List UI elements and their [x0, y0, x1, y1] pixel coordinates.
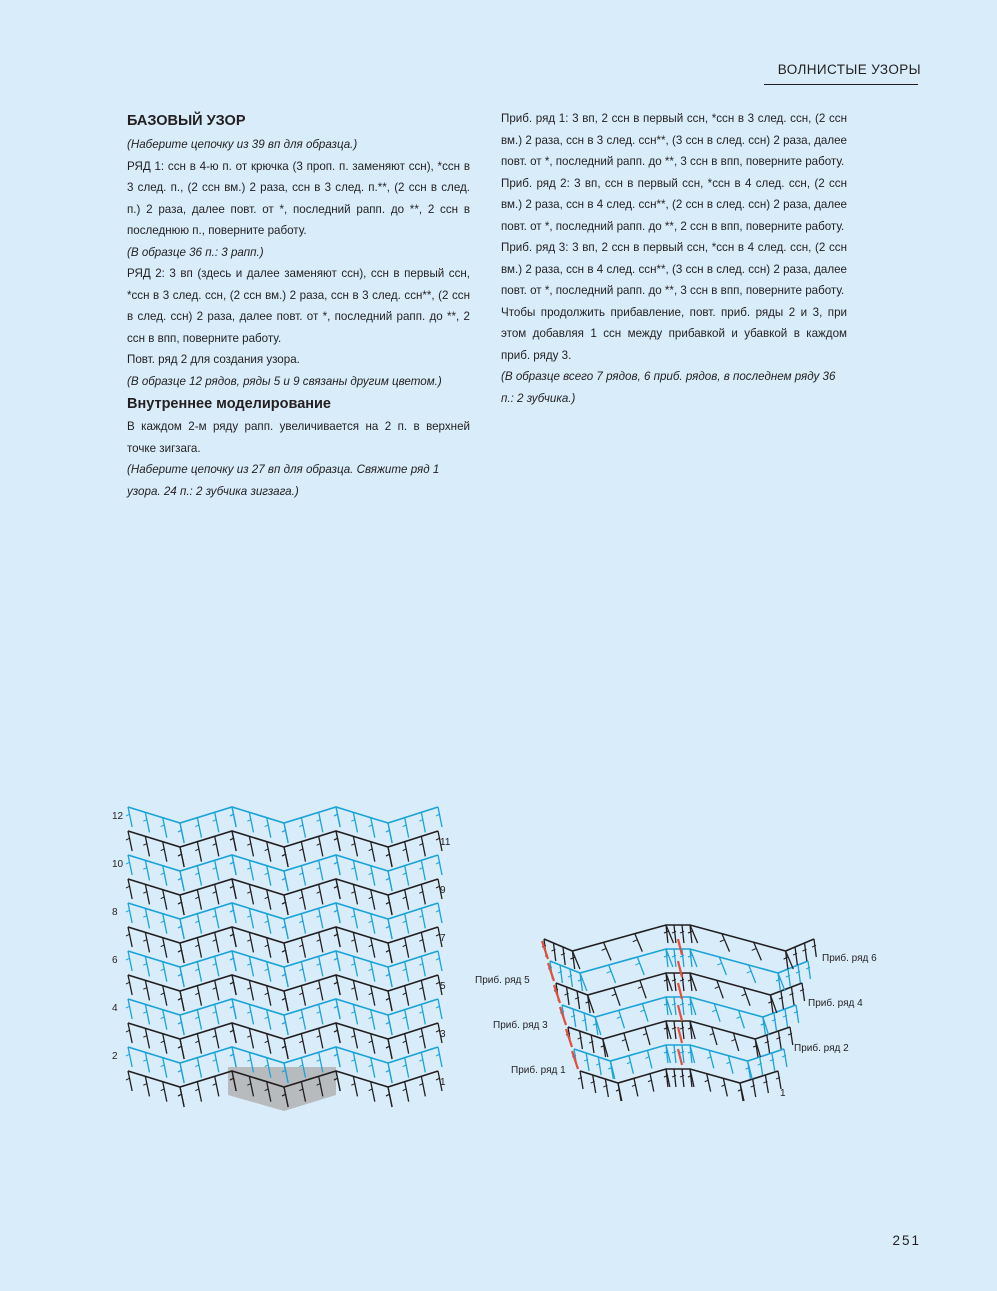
chart-row: [126, 951, 442, 987]
sample-note-1: (В образце 36 п.: 3 рапп.): [127, 245, 264, 259]
chart-row: [126, 927, 442, 963]
chart-row: [126, 855, 442, 891]
sample-note-2: (В образце 12 рядов, ряды 5 и 9 связаны другим цветом.): [127, 374, 442, 388]
row-number-right: 5: [440, 981, 446, 992]
chart-row: [126, 831, 442, 867]
increase-mark: [678, 939, 682, 955]
row-number-left: 2: [112, 1051, 118, 1062]
shaping-note: (Наберите цепочку из 27 вп для образца. Свяжите ряд 1 узора. 24 п.: 2 зубчика зигзага.): [127, 463, 440, 498]
inc-row-label-left: Приб. ряд 3: [493, 1020, 548, 1031]
continue-note: Чтобы продолжить прибавление, повт. приб. ряды 2 и 3, при этом добавляя 1 ссн между прибавкой и убавкой в каждом приб. ряду 3.: [501, 305, 847, 362]
row-number-right: 9: [440, 885, 446, 896]
inc-row-label-right: Приб. ряд 2: [794, 1043, 849, 1054]
inc-row-label-left: Приб. ряд 1: [511, 1065, 566, 1076]
chart-row: [126, 999, 442, 1035]
page-number: 251: [892, 1233, 921, 1248]
increase-mark: [678, 1049, 682, 1065]
row-number-left: 12: [112, 811, 124, 822]
sample-note-3: (В образце всего 7 рядов, 6 приб. рядов, в последнем ряду 36 п.: 2 зубчика.): [501, 370, 836, 405]
inc-row-label-left: Приб. ряд 5: [475, 975, 530, 986]
heading-internal-shaping: Внутреннее моделирование: [127, 396, 331, 412]
inc-row-label-right: Приб. ряд 6: [822, 953, 877, 964]
increase-mark: [678, 961, 682, 977]
section-rule: [764, 84, 918, 85]
inc-row-label-right: Приб. ряд 4: [808, 998, 863, 1009]
chart-row: [126, 903, 442, 939]
section-title: ВОЛНИСТЫЕ УЗОРЫ: [777, 62, 921, 77]
row-number-right: 3: [440, 1029, 446, 1040]
inc-row-label-right: 1: [780, 1088, 786, 1099]
repeat-note: Повт. ряд 2 для создания узора.: [127, 353, 300, 366]
heading-basic-pattern: БАЗОВЫЙ УЗОР: [127, 113, 246, 129]
chart-rows: [126, 807, 442, 1107]
chart-row: [126, 807, 442, 843]
row-number-right: 1: [440, 1077, 446, 1088]
row-number-left: 6: [112, 955, 118, 966]
row-number-left: 4: [112, 1003, 118, 1014]
row-number-left: 10: [112, 859, 124, 870]
increase-mark: [678, 1005, 682, 1021]
chart-row: [126, 879, 442, 915]
chart-row: [126, 1023, 442, 1059]
row1-instructions: РЯД 1: ссн в 4-ю п. от крючка (3 проп. п. заменяют ссн), *ссн в 3 след. п., (2 ссн вм.) 2 раза, ссн в 3 след. п.**, (2 ссн в след. п.) 2 раза, далее повт. от *, последний рапп. до **, 2 ссн в последнюю п., поверните работу.: [127, 159, 470, 237]
left-column: [127, 112, 470, 502]
shaping-description: В каждом 2-м ряду рапп. увеличивается на 2 п. в верхней точке зигзага.: [127, 420, 470, 455]
shaping-chart-rows: [542, 925, 816, 1101]
basic-pattern-chart: [100, 795, 460, 1115]
inc-row1-instructions: Приб. ряд 1: 3 вп, 2 ссн в первый ссн, *ссн в 3 след. ссн, (2 ссн вм.) 2 раза, ссн в 3 след. ссн**, (3 ссн в след. ссн) 2 раза, далее повт. от *, последний рапп. до **, 3 ссн в впп, поверните работу.: [501, 112, 847, 168]
chart-row: [126, 975, 442, 1011]
inc-row3-instructions: Приб. ряд 3: 3 вп, 2 ссн в первый ссн, *ссн в 4 след. ссн, (2 ссн вм.) 2 раза, ссн в 4 след. ссн**, (3 ссн в след. ссн) 2 раза, далее повт. от *, последний рапп. до **, 3 ссн в впп, поверните работу.: [501, 241, 847, 297]
inc-row2-instructions: Приб. ряд 2: 3 вп, ссн в первый ссн, *ссн в 4 след. ссн, (2 ссн вм.) 2 раза, ссн в 4 след. ссн**, (2 ссн в след. ссн) 2 раза, далее повт. от *, последний рапп. до **, 2 ссн в впп, поверните работу.: [501, 176, 847, 233]
cast-on-note: (Наберите цепочку из 39 вп для образца.): [127, 138, 358, 151]
row2-instructions: РЯД 2: 3 вп (здесь и далее заменяют ссн), ссн в первый ссн, *ссн в 3 след. ссн, (2 ссн вм.) 2 раза, ссн в 3 след. ссн**, (2 ссн в след. ссн) 2 раза, далее повт. от *, последний рапп. до **, 2 ссн в впп, поверните работу.: [127, 267, 470, 345]
shaded-repeat: [228, 1067, 336, 1111]
increase-mark: [678, 1027, 682, 1043]
row-number-right: 7: [440, 933, 446, 944]
row-number-right: 11: [440, 837, 451, 848]
right-column: [501, 108, 847, 409]
shaping-chart: [470, 905, 900, 1115]
row-number-left: 8: [112, 907, 118, 918]
